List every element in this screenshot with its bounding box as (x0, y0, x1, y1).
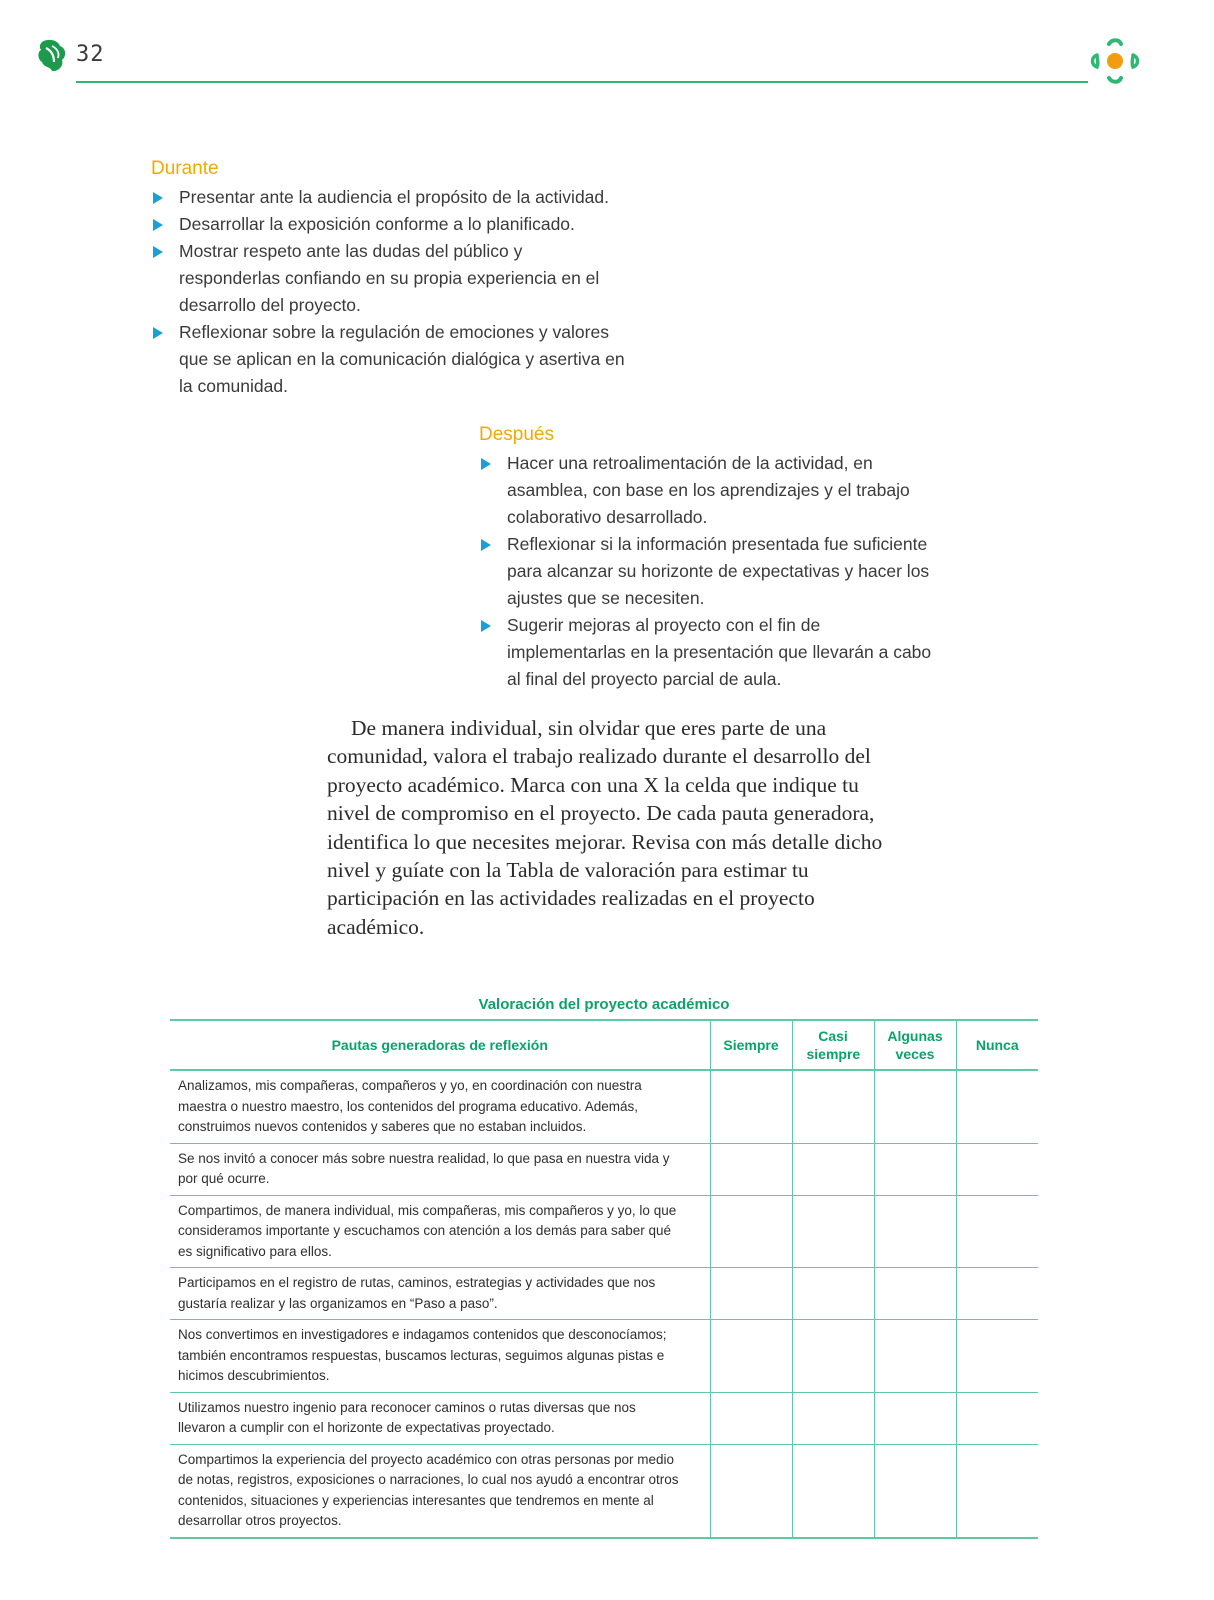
table-row (170, 1195, 1038, 1268)
pauta-cell: Compartimos, de manera individual, mis compañeras, mis compañeros y yo, lo que consideramos importante y escuchamos con atención a los demás para saber qué es significativo para ellos. (170, 1195, 710, 1268)
pauta-cell: Participamos en el registro de rutas, caminos, estrategias y actividades que nos gustaría realizar y las organizamos en “Paso a paso”. (170, 1268, 710, 1320)
green-leaf-logo-icon (36, 38, 68, 74)
casi-siempre-cell[interactable] (792, 1143, 874, 1195)
siempre-cell[interactable] (710, 1143, 792, 1195)
algunas-veces-cell[interactable] (874, 1444, 956, 1538)
nunca-cell[interactable] (956, 1195, 1038, 1268)
nunca-cell[interactable] (956, 1392, 1038, 1444)
header-siempre: Siempre (710, 1020, 792, 1070)
siempre-cell[interactable] (710, 1268, 792, 1320)
page-number: 32 (76, 42, 105, 67)
despues-list (479, 450, 979, 693)
nunca-cell[interactable] (956, 1070, 1038, 1143)
pauta-cell: Utilizamos nuestro ingenio para reconocer caminos o rutas diversas que nos llevaron a cumplir con el horizonte de expectativas proyectado. (170, 1392, 710, 1444)
header-algunas-veces: Algunas veces (874, 1020, 956, 1070)
durante-section (151, 158, 671, 400)
despues-title: Después (479, 424, 554, 445)
table-row (170, 1268, 1038, 1320)
table-title: Valoración del proyecto académico (478, 996, 730, 1013)
list-item: Desarrollar la exposición conforme a lo planificado. (151, 211, 671, 238)
nunca-cell[interactable] (956, 1268, 1038, 1320)
pauta-cell: Nos convertimos en investigadores e indagamos contenidos que desconocíamos; también encontramos respuestas, buscamos lecturas, seguimos algunas pistas e hicimos descubrimientos. (170, 1320, 710, 1393)
list-item: Sugerir mejoras al proyecto con el fin de implementarlas en la presentación que llevarán a cabo al final del proyecto parcial de aula. (479, 612, 937, 693)
algunas-veces-cell[interactable] (874, 1143, 956, 1195)
header-nunca: Nunca (956, 1020, 1038, 1070)
nunca-cell[interactable] (956, 1143, 1038, 1195)
table-row (170, 1320, 1038, 1393)
list-item: Presentar ante la audiencia el propósito de la actividad. (151, 184, 671, 211)
siempre-cell[interactable] (710, 1320, 792, 1393)
valoracion-table (170, 1019, 1038, 1539)
header-casi-siempre: Casi siempre (792, 1020, 874, 1070)
nunca-cell[interactable] (956, 1444, 1038, 1538)
siempre-cell[interactable] (710, 1195, 792, 1268)
casi-siempre-cell[interactable] (792, 1268, 874, 1320)
pauta-cell: Analizamos, mis compañeras, compañeros y yo, en coordinación con nuestra maestra o nuestro maestro, los contenidos del programa educativo. Además, construimos nuevos contenidos y saberes que no estaban incluidos. (170, 1070, 710, 1143)
algunas-veces-cell[interactable] (874, 1195, 956, 1268)
casi-siempre-cell[interactable] (792, 1195, 874, 1268)
nunca-cell[interactable] (956, 1320, 1038, 1393)
casi-siempre-cell[interactable] (792, 1444, 874, 1538)
header-rule (76, 81, 1088, 83)
siempre-cell[interactable] (710, 1392, 792, 1444)
list-item: Reflexionar si la información presentada fue suficiente para alcanzar su horizonte de expectativas y hacer los ajustes que se necesiten. (479, 531, 937, 612)
list-item: Reflexionar sobre la regulación de emociones y valores que se aplican en la comunicación dialógica y asertiva en la comunidad. (151, 319, 634, 400)
durante-title: Durante (151, 158, 219, 179)
pauta-cell: Se nos invitó a conocer más sobre nuestra realidad, lo que pasa en nuestra vida y por qué ocurre. (170, 1143, 710, 1195)
casi-siempre-cell[interactable] (792, 1392, 874, 1444)
casi-siempre-cell[interactable] (792, 1320, 874, 1393)
casi-siempre-cell[interactable] (792, 1070, 874, 1143)
table-row (170, 1143, 1038, 1195)
table-row (170, 1070, 1038, 1143)
algunas-veces-cell[interactable] (874, 1320, 956, 1393)
table-row (170, 1444, 1038, 1538)
list-item: Mostrar respeto ante las dudas del público y responderlas confiando en su propia experiencia en el desarrollo del proyecto. (151, 238, 619, 319)
list-item: Hacer una retroalimentación de la actividad, en asamblea, con base en los aprendizajes y el trabajo colaborativo desarrollado. (479, 450, 947, 531)
despues-section (479, 424, 979, 693)
durante-list (151, 184, 671, 400)
pauta-cell: Compartimos la experiencia del proyecto académico con otras personas por medio de notas, registros, exposiciones o narraciones, lo cual nos ayudó a encontrar otros contenidos, situaciones y experiencias interesantes que tendremos en mente al desarrollar otros proyectos. (170, 1444, 710, 1538)
instructions-paragraph: De manera individual, sin olvidar que eres parte de una comunidad, valora el trabajo realizado durante el desarrollo del proyecto académico. Marca con una X la celda que indique tu nivel de compromiso en el proyecto. De cada pauta generadora, identifica lo que necesites mejorar. Revisa con más detalle dicho nivel y guíate con la Tabla de valoración para estimar tu participación en las actividades realizadas en el proyecto académico. (327, 716, 883, 939)
algunas-veces-cell[interactable] (874, 1070, 956, 1143)
siempre-cell[interactable] (710, 1444, 792, 1538)
header-pautas: Pautas generadoras de reflexión (170, 1020, 710, 1070)
siempre-cell[interactable] (710, 1070, 792, 1143)
orange-dot-swirl-emblem-icon (1088, 36, 1142, 86)
algunas-veces-cell[interactable] (874, 1268, 956, 1320)
algunas-veces-cell[interactable] (874, 1392, 956, 1444)
table-row (170, 1392, 1038, 1444)
table-header-row (170, 1020, 1038, 1070)
